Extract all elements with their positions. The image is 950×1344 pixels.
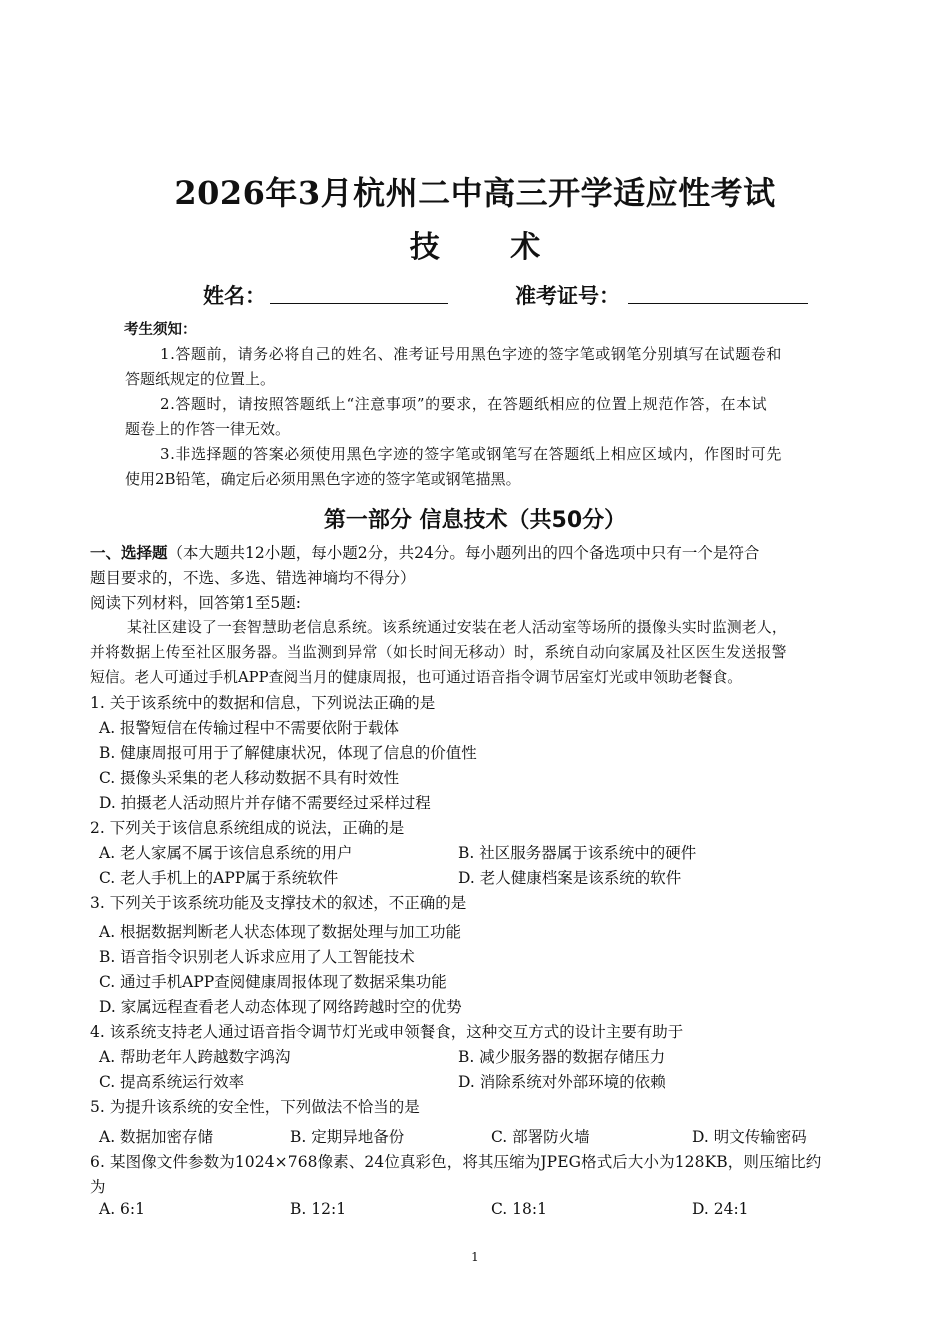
question-option: C. 提高系统运行效率	[99, 1073, 245, 1091]
notice-line: 3.非选择题的答案必须使用黑色字迹的签字笔或钢笔写在答题纸上相应区域内，作图时可先	[160, 445, 782, 463]
question-stem: 5. 为提升该系统的安全性，下列做法不恰当的是	[90, 1098, 420, 1116]
part-description-cont: 题目要求的，不选、多选、错选神墒均不得分）	[90, 569, 416, 587]
question-option: D. 24:1	[692, 1200, 749, 1218]
page-number: 1	[471, 1250, 479, 1264]
part-intro-line	[90, 541, 759, 563]
name-label: 姓名：	[203, 284, 266, 308]
question-option: A. 根据数据判断老人状态体现了数据处理与加工功能	[99, 923, 462, 941]
question-option: D. 家属远程查看老人动态体现了网络跨越时空的优势	[99, 998, 462, 1016]
question-option: A. 帮助老年人跨越数字鸿沟	[99, 1048, 291, 1066]
question-option: A. 老人家属不属于该信息系统的用户	[99, 844, 353, 862]
question-option: C. 摄像头采集的老人移动数据不具有时效性	[99, 769, 400, 787]
name-blank-line	[270, 303, 448, 304]
exam-id-label: 准考证号：	[515, 284, 620, 308]
question-stem: 4. 该系统支持老人通过语音指令调节灯光或申领餐食，这种交互方式的设计主要有助于	[90, 1023, 684, 1041]
question-option: D. 消除系统对外部环境的依赖	[458, 1073, 666, 1091]
question-option: B. 12:1	[290, 1200, 347, 1218]
notice-line: 答题纸规定的位置上。	[125, 370, 276, 388]
notice-line: 1.答题前，请务必将自己的姓名、准考证号用黑色字迹的签字笔或钢笔分别填写在试题卷和	[160, 345, 782, 363]
question-option: B. 定期异地备份	[290, 1128, 405, 1146]
question-stem: 3. 下列关于该系统功能及支撑技术的叙述，不正确的是	[90, 894, 467, 912]
question-option: B. 社区服务器属于该系统中的硬件	[458, 844, 697, 862]
question-option: D. 拍摄老人活动照片并存储不需要经过采样过程	[99, 794, 431, 812]
notice-line: 2.答题时，请按照答题纸上“注意事项”的要求，在答题纸相应的位置上规范作答，在本试	[160, 395, 768, 413]
part-label: 一、选择题	[90, 544, 168, 562]
material-line: 某社区建设了一套智慧助老信息系统。该系统通过安装在老人活动室等场所的摄像头实时监测老人，	[127, 619, 787, 636]
question-stem-cont: 为	[90, 1178, 106, 1196]
question-option: A. 数据加密存储	[99, 1128, 214, 1146]
reading-prompt: 阅读下列材料，回答第1至5题:	[90, 594, 301, 612]
notice-line: 使用2B铅笔，确定后必须用黑色字迹的签字笔或钢笔描黑。	[125, 470, 521, 488]
exam-id-blank-line	[628, 303, 808, 304]
question-option: C. 老人手机上的APP属于系统软件	[99, 869, 339, 887]
notice-heading: 考生须知：	[124, 322, 197, 338]
exam-title: 2026年3月杭州二中高三开学适应性考试	[174, 174, 776, 212]
material-line: 短信。老人可通过手机APP查阅当月的健康周报，也可通过语音指令调节居室灯光或申领助老餐食。	[90, 669, 743, 686]
question-option: D. 明文传输密码	[692, 1128, 807, 1146]
question-option: D. 老人健康档案是该系统的软件	[458, 869, 682, 887]
question-option: C. 通过手机APP查阅健康周报体现了数据采集功能	[99, 973, 447, 991]
part-description: （本大题共12小题，每小题2分，共24分。每小题列出的四个备选项中只有一个是符合	[167, 544, 760, 562]
question-stem: 6. 某图像文件参数为1024×768像素、24位真彩色，将其压缩为JPEG格式后大小为128KB，则压缩比约	[90, 1153, 822, 1171]
question-stem: 2. 下列关于该信息系统组成的说法，正确的是	[90, 819, 405, 837]
question-stem: 1. 关于该系统中的数据和信息，下列说法正确的是	[90, 694, 436, 712]
question-option: B. 语音指令识别老人诉求应用了人工智能技术	[99, 948, 415, 966]
question-option: B. 健康周报可用于了解健康状况，体现了信息的价值性	[99, 744, 477, 762]
question-option: B. 减少服务器的数据存储压力	[458, 1048, 666, 1066]
question-option: A. 报警短信在传输过程中不需要依附于载体	[99, 719, 400, 737]
notice-line: 题卷上的作答一律无效。	[125, 420, 291, 438]
question-option: C. 部署防火墙	[491, 1128, 590, 1146]
question-option: C. 18:1	[491, 1200, 547, 1218]
material-line: 并将数据上传至社区服务器。当监测到异常（如长时间无移动）时，系统自动向家属及社区医生发送报警	[90, 644, 787, 661]
subject-title: 技 术	[409, 230, 571, 265]
question-option: A. 6:1	[99, 1200, 145, 1218]
section-title: 第一部分 信息技术（共50分）	[323, 508, 627, 533]
